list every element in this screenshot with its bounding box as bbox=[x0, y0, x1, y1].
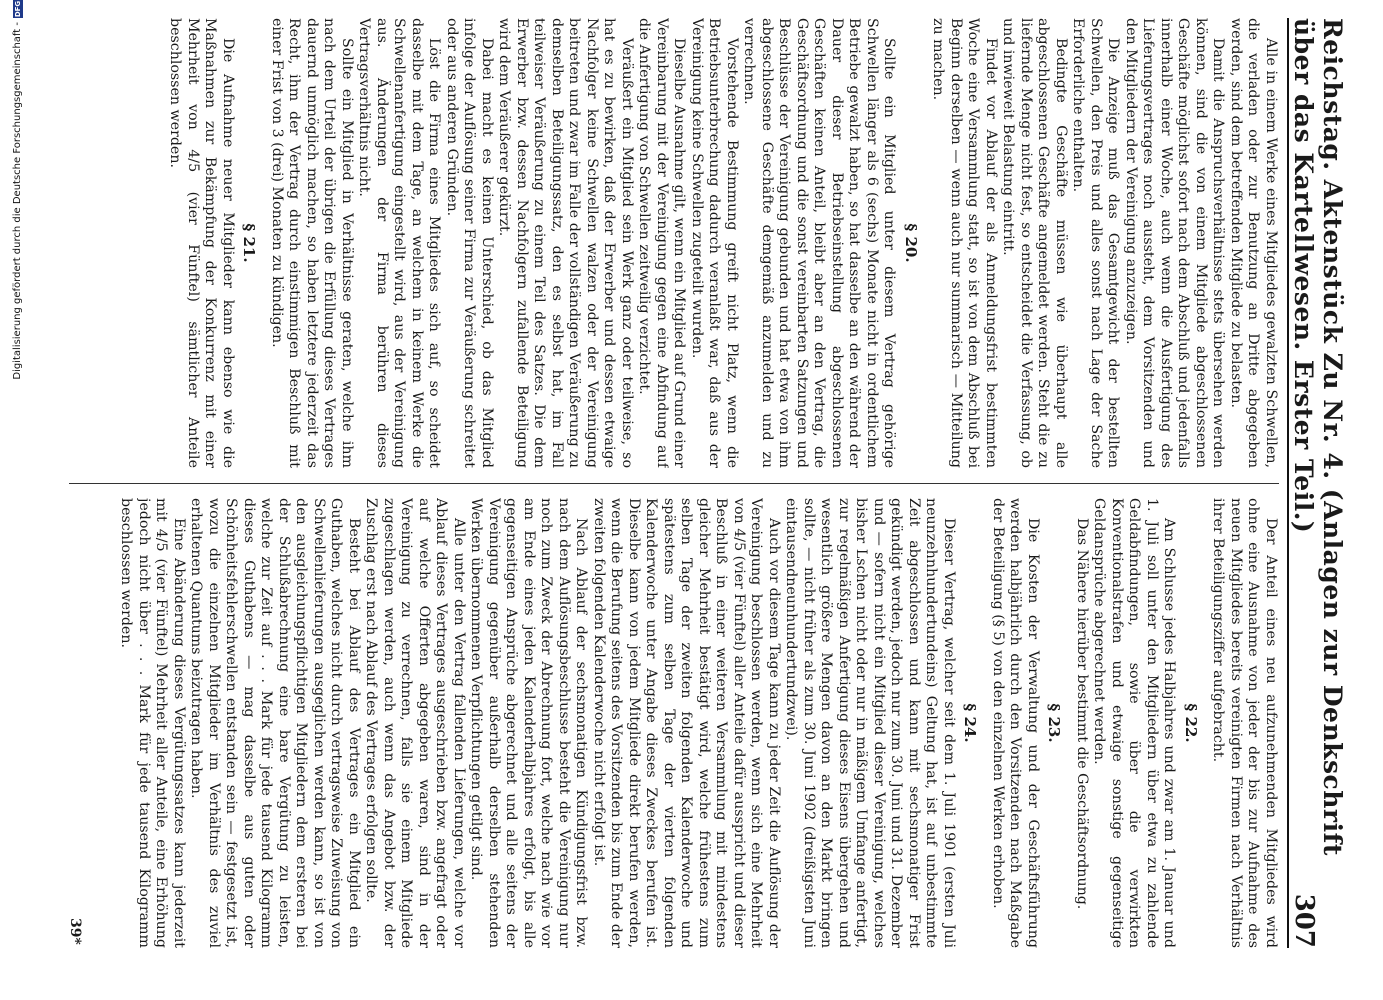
section-heading: § 23. bbox=[1045, 703, 1064, 743]
paragraph: Die Kosten der Verwaltung und der Geschäftsführung werden halbjährlich durch den Vorsitzenden nach Maßgabe der Beteiligung (§ 5) von den einzelnen Werken erhoben. bbox=[990, 498, 1041, 948]
paragraph: Besteht bei Ablauf des Vertrages ein Mitglied ein Guthaben, welches nicht durch vertragsweise Zuweisung von Schwellenlieferungen ausgeglichen werden kann, so ist von den ausgleichungspflichtigen Mitgliedern dem ersteren bei der Schlußabrechnung eine bare Vergütung zu leisten, welche zur Zeit auf . . . Mark für jede tausend Kilogramm dieses Guthabens — mag dasselbe aus guten oder Schönheitsfehlerschwellen entstanden sein — festgesetzt ist, wozu die einzelnen Mitglieder im Verhältnis des zuviel erhaltenen Quantums beizutragen haben. bbox=[188, 498, 362, 948]
paragraph: Findet vor Ablauf der als Anmeldungsfrist bestimmten Woche eine Versammlung statt, so ist von dem Abschluß bei Beginn derselben — wenn auch nur summarisch — Mitteilung zu machen. bbox=[930, 18, 999, 468]
paragraph: Der Anteil eines neu aufzunehmenden Mitgliedes wird ohne eine Ausnahme von jeder der bis zur Aufnahme des neuen Mitgliedes bereits vereinigten Firmen nach Verhältnis ihrer Beteiligungsziffer aufgebracht. bbox=[1210, 498, 1279, 948]
page-header bbox=[1287, 18, 1347, 948]
page-title: Reichstag. Aktenstück Zu Nr. 4. (Anlagen zur Denkschrift über das Kartellwesen. Erster Teil.) bbox=[1289, 18, 1347, 856]
paragraph: Auch vor diesem Tage kann zu jeder Zeit die Auflösung der Vereinigung beschlossen werden, wenn sich eine Mehrheit von 4/5 (vier Fünftel) aller Anteile dafür ausspricht und dieser Beschluß in einer weiteren Versammlung mit mindestens gleicher Mehrheit bestätigt wird, welche frühestens zum selben Tage der zweiten folgenden Kalenderwoche und spätestens zum selben Tage der vierten folgenden Kalenderwoche unter Angabe dieses Zweckes berufen ist. Dieselbe kann von jedem Mitgliede direkt berufen werden, wenn die Berufung seitens des Vorsitzenden bis zum Ende der zweiten folgenden Kalenderwoche nicht erfolgt ist. bbox=[591, 498, 782, 948]
paragraph: Dieselbe Ausnahme gilt, wenn ein Mitglied auf Grund einer Vereinbarung mit der Vereinigung gegen eine Abfindung auf die Anfertigung von Schwellen zeitweilig verzichtet. bbox=[636, 18, 688, 468]
paragraph: Bedingte Geschäfte müssen wie überhaupt alle abgeschlossenen Geschäfte angemeldet werden. Steht die zu liefernde Menge nicht fest, so entscheidet die Verfassung, ob und inwieweit Belastung eintritt. bbox=[1000, 18, 1069, 468]
left-column bbox=[49, 18, 1279, 468]
column-divider bbox=[69, 483, 1279, 484]
page-mark: 39* bbox=[67, 918, 83, 945]
paragraph: Am Schlusse jedes Halbjahres und zwar am 1. Januar und 1. Juli soll unter den Mitgliedern über etwa zu zahlende Geldabfindungen, sowie über die verwirkten Konventionalstrafen und etwaige sonstige gegenseitige Geldansprüche abgerechnet werden. bbox=[1091, 498, 1178, 948]
paragraph: Nach Ablauf der sechsmonatigen Kündigungsfrist bzw. nach dem Auflösungsbeschlusse besteht die Vereinigung nur noch zum Zweck der Abrechnung fort, welche nach wie vor am Ende eines jeden Kalenderhalbjahres erfolgt, bis alle gegenseitigen Ansprüche abgerechnet und alle seitens der Vereinigung gegenüber außerhalb derselben stehenden Werken übernommenen Verpflichtungen getilgt sind. bbox=[468, 498, 590, 948]
section-heading: § 20. bbox=[902, 223, 920, 263]
page-number: 307 bbox=[1289, 893, 1319, 948]
section-heading: § 24. bbox=[961, 703, 980, 743]
right-column bbox=[49, 498, 1279, 948]
paragraph: Das Nähere hierüber bestimmt die Geschäftsordnung. bbox=[1074, 518, 1090, 910]
credit-text: Digitalisierung gefördert durch die Deutsche Forschungsgemeinschaft - bbox=[12, 22, 23, 380]
paragraph: Vorstehende Bestimmung greift nicht Platz, wenn die Betriebsunterbrechung dadurch veranlaßt war, daß aus der Vereinigung keine Schwellen zugeteilt wurden. bbox=[689, 18, 740, 468]
paragraph: Alle in einem Werke eines Mitgliedes gewalzten Schwellen, die verladen oder zur Benutzung an Dritte abgegeben werden, sind dem betreffenden Mitgliede zu belasten. bbox=[1228, 18, 1279, 468]
section-heading: § 22. bbox=[1182, 703, 1200, 743]
paragraph: Damit die Anspruchsverhältnisse stets übersehen werden können, sind die von einem Mitgliede abgeschlossenen Geschäfte möglichst sofort nach dem Abschluß und jedenfalls innerhalb einer Woche, auch wenn die Ausfertigung des Lieferungsvertrages noch aussteht, dem Vorsitzenden und den Mitgliedern der Vereinigung anzuzeigen. bbox=[1123, 18, 1227, 468]
digitization-credit bbox=[12, 0, 24, 1000]
paragraph: Dieser Vertrag, welcher seit dem 1. Juli 1901 (ersten Juli neunzehnhundertundeins) Geltung hat, ist auf unbestimmte Zeit abgeschlossen und kann mit sechsmonatiger Frist gekündigt werden, jedoch nur zum 30. Juni und 31. Dezember und — sofern nicht ein Mitglied dieser Vereinigung, welches bisher Lschen nicht oder nur in mäßigem Umfange anfertigt, zur regelmäßigen Anfertigung dieses Eisens übergehen und wesentlich größere Mengen davon an den Markt bringen sollte, — nicht früher als zum 30. Juni 1902 (dreißigsten Juni eintausendneunhundertundzwei). bbox=[783, 498, 957, 948]
paragraph: Veräußert ein Mitglied sein Werk ganz oder teilweise, so hat es zu bewirken, daß der Erwerber und dessen etwaige Nachfolger keine Schwellen walzen oder der Vereinigung beitreten und zwar im Falle der vollständigen Veräußerung zu demselben Beteiligungssatz, den es selbst hat, im Fall teilweiser Veräußerung zu einem Teil des Satzes. Die dem Erwerber bzw. dessen Nachfolgern zufallende Beteiligung wird dem Veräußerer gekürzt. bbox=[496, 18, 635, 468]
paragraph: Alle unter den Vertrag fallenden Lieferungen, welche vor Ablauf dieses Vertrages ausgeschrieben bzw. angefragt oder auf welche Offerten abgegeben waren, sind in der Vereinigung zu verrechnen, falls sie einem Mitgliede zugeschlagen werden, auch wenn das Angebot bzw. der Zuschlag erst nach Ablauf des Vertrages erfolgen sollte. bbox=[363, 498, 467, 948]
dfg-logo-icon: DFG bbox=[14, 0, 22, 18]
paragraph: Die Anzeige muß das Gesamtgewicht der bestellten Schwellen, den Preis und alles sonst nach Lage der Sache Erforderliche enthalten. bbox=[1070, 18, 1122, 468]
paragraph: Sollte ein Mitglied in Verhältnisse geraten, welche ihm nach dem Urteil der übrigen die Erfüllung dieses Vertrages dauernd unmöglich machen, so haben letztere jederzeit das Recht, ihm der Vertrag durch einstimmigen Beschluß mit einer Frist von 3 (drei) Monaten zu kündigen. bbox=[269, 18, 355, 468]
paragraph: Sollte ein Mitglied unter diesem Vertrag gehörige Schwellen länger als 6 (sechs) Monate nicht in ordentlichem Betriebe gewalzt haben, so hat dasselbe an den während der Dauer dieser Betriebseinstellung abgeschlossenen Geschäften keinen Anteil, bleibt aber an den Vertrag, die Geschäftsordnung und die sonst vereinbarten Satzungen und Beschlüsse der Vereinigung gebunden und hat etwa von ihm abgeschlossene Geschäfte demgemäß anzumelden und zu verrechnen. bbox=[741, 18, 898, 468]
paragraph: Eine Abänderung dieses Vergütungssatzes kann jederzeit mit 4/5 (vier Fünftel) Mehrheit aller Anteile, eine Erhöhung jedoch nicht über . . . Mark für jede tausend Kilogramm beschlossen werden. bbox=[118, 498, 187, 948]
paragraph: Dabei macht es keinen Unterschied, ob das Mitglied infolge der Auflösung seiner Firma zur Veräußerung schreitet oder aus anderen Gründen. bbox=[444, 18, 495, 468]
page-content bbox=[0, 18, 1383, 948]
paragraph: Die Aufnahme neuer Mitglieder kann ebenso wie die Maßnahmen zur Bekämpfung der Konkurrenz mit einer Mehrheit von 4/5 (vier Fünftel) sämtlicher Anteile beschlossen werden. bbox=[167, 18, 236, 468]
paragraph: Löst die Firma eines Mitgliedes sich auf, so scheidet dasselbe mit dem Tage, an welchem in keinem Werke die Schwellenanfertigung eingestellt wird, aus der Vereinigung aus. Änderungen der Firma berühren dieses Vertragsverhältnis nicht. bbox=[356, 18, 443, 468]
section-heading: § 21. bbox=[240, 223, 259, 263]
